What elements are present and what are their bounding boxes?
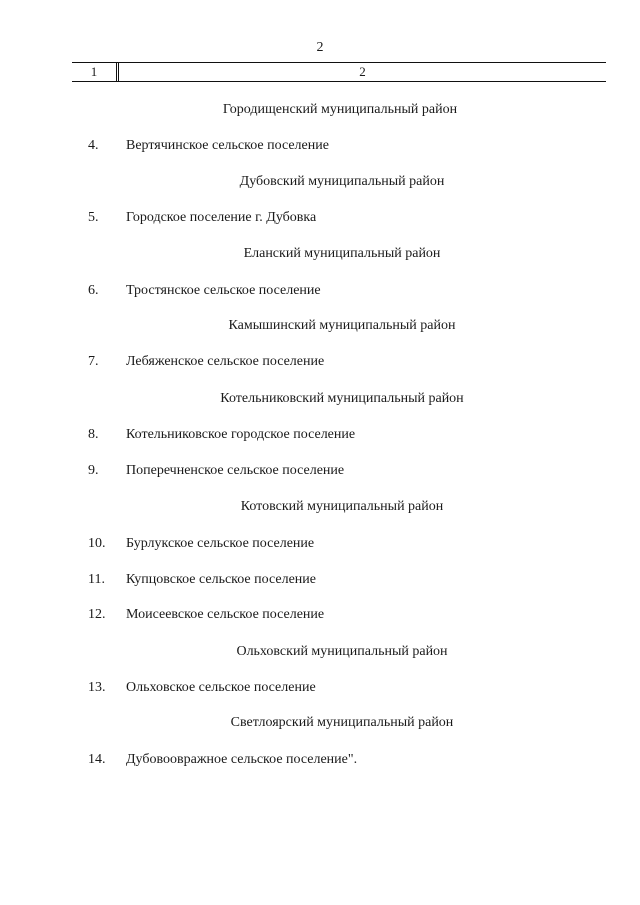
district-heading <box>0 713 640 733</box>
list-item-name: Вертячинское сельское поселение <box>126 138 329 153</box>
district-heading <box>0 244 640 264</box>
district-heading-text: Котовский муниципальный район <box>240 499 444 514</box>
list-item <box>0 136 640 156</box>
list-item-number: 10. <box>88 536 106 551</box>
header-column-1: 1 <box>72 63 117 81</box>
list-item-number: 7. <box>88 354 99 369</box>
district-heading-text: Ольховский муниципальный район <box>236 644 448 659</box>
list-item <box>0 208 640 228</box>
list-item-name: Дубовоовражное сельское поселение". <box>126 752 358 767</box>
header-column-2: 2 <box>118 63 606 81</box>
district-heading-text: Дубовский муниципальный район <box>239 174 445 189</box>
list-item <box>0 281 640 301</box>
district-heading <box>0 497 640 517</box>
list-item-name: Городское поселение г. Дубовка <box>126 210 317 225</box>
list-item-number: 4. <box>88 138 99 153</box>
district-heading-text: Городищенский муниципальный район <box>222 102 458 117</box>
list-item-name: Ольховское сельское поселение <box>126 680 316 695</box>
district-heading <box>0 389 640 409</box>
list-item-number: 14. <box>88 752 106 767</box>
list-item <box>0 352 640 372</box>
district-heading <box>0 642 640 662</box>
list-item <box>0 605 640 625</box>
list-item <box>0 534 640 554</box>
district-heading <box>0 172 640 192</box>
list-item-name: Тростянское сельское поселение <box>126 283 321 298</box>
list-item <box>0 678 640 698</box>
list-item-number: 8. <box>88 427 99 442</box>
list-item-name: Купцовское сельское поселение <box>126 572 316 587</box>
list-item-name: Лебяженское сельское поселение <box>126 354 325 369</box>
list-item-name: Моисеевское сельское поселение <box>126 607 325 622</box>
list-item-name: Бурлукское сельское поселение <box>126 536 315 551</box>
district-heading <box>0 316 640 336</box>
list-item-number: 13. <box>88 680 106 695</box>
page-number: 2 <box>316 40 324 55</box>
list-item <box>0 750 640 770</box>
list-item <box>0 461 640 481</box>
list-item-name: Котельниковское городское поселение <box>126 427 356 442</box>
district-heading-text: Светлоярский муниципальный район <box>230 715 454 730</box>
header-table <box>72 62 606 82</box>
district-heading-text: Еланский муниципальный район <box>243 246 441 261</box>
list-item <box>0 570 640 590</box>
list-item-number: 9. <box>88 463 99 478</box>
list-item-name: Поперечненское сельское поселение <box>126 463 345 478</box>
district-heading-text: Камышинский муниципальный район <box>228 318 456 333</box>
list-item-number: 12. <box>88 607 106 622</box>
list-item-number: 6. <box>88 283 99 298</box>
district-heading <box>0 100 640 120</box>
list-item-number: 11. <box>88 572 105 587</box>
district-heading-text: Котельниковский муниципальный район <box>220 391 464 406</box>
list-item <box>0 425 640 445</box>
list-item-number: 5. <box>88 210 99 225</box>
